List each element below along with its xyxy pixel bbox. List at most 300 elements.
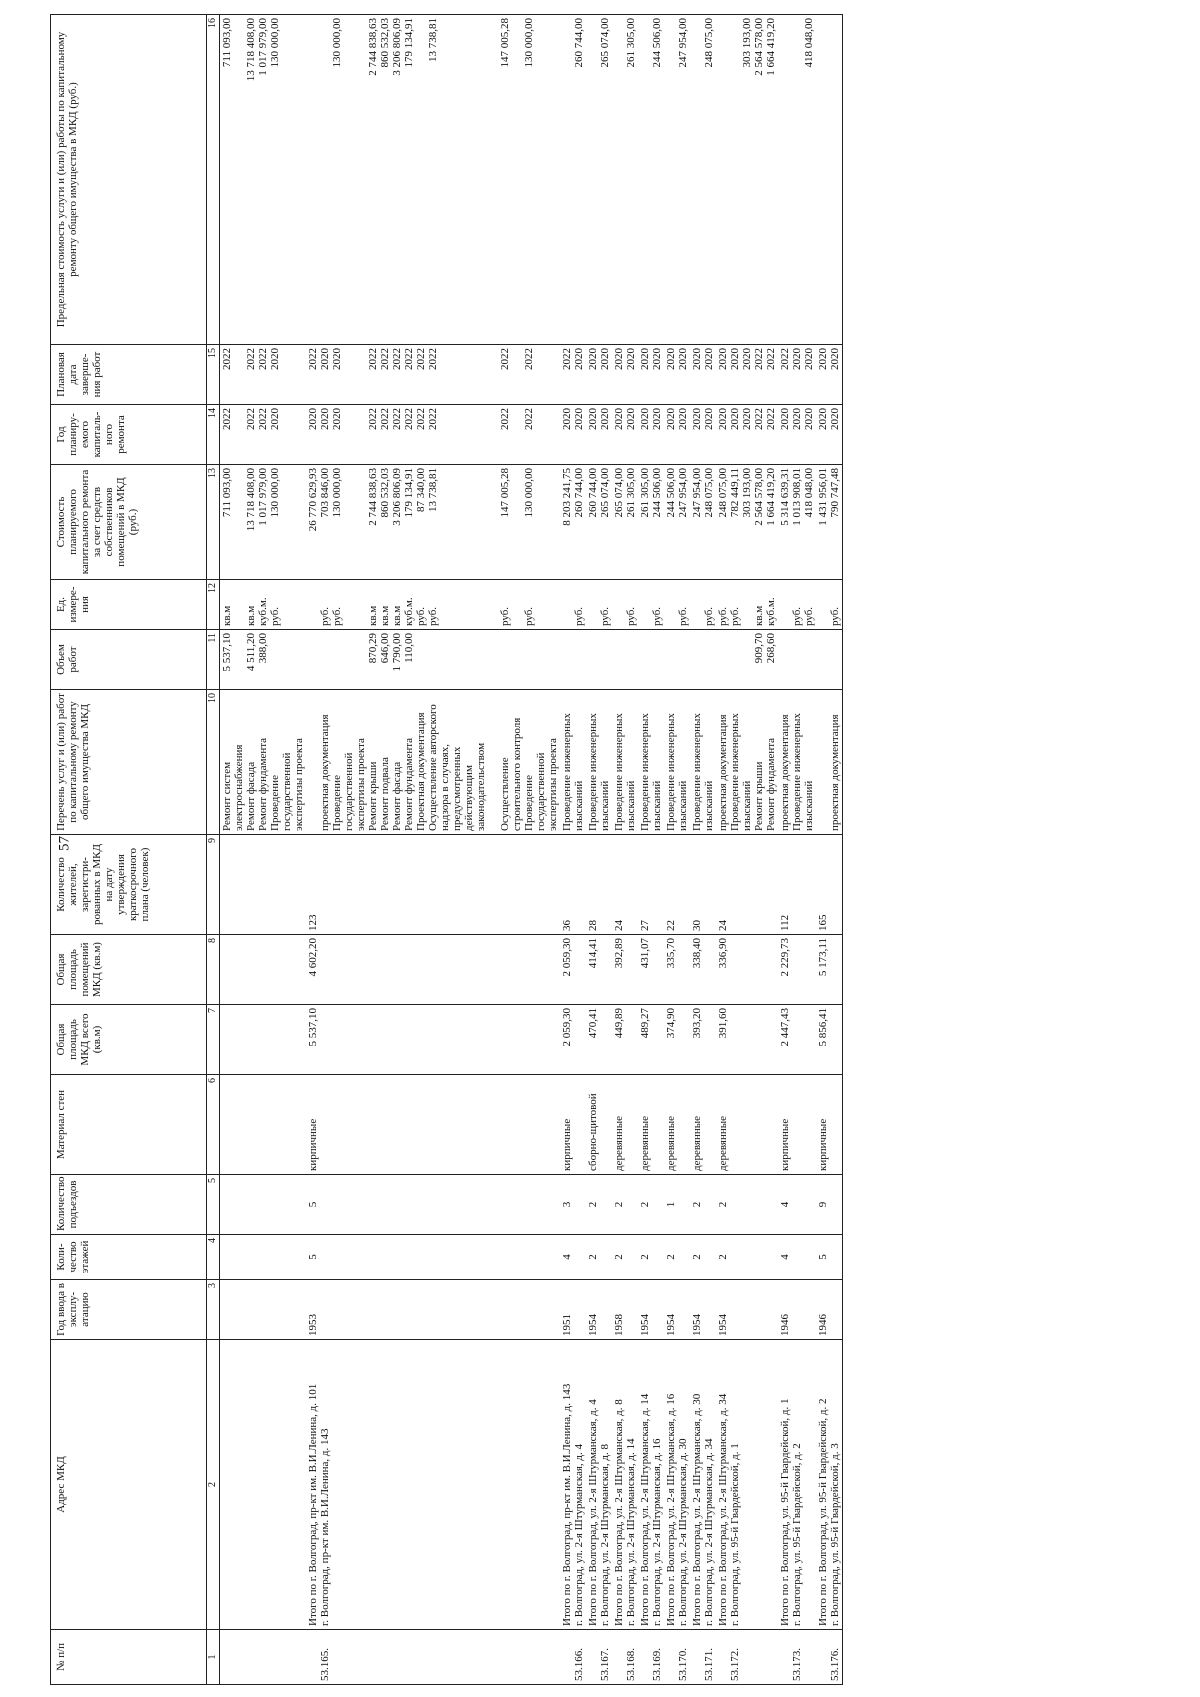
commission-year	[778, 1280, 816, 1340]
repair-cost-line: 130 000,00	[269, 468, 281, 518]
work-list	[816, 690, 843, 835]
repair-year-line: 2020	[307, 408, 319, 430]
unit-line	[613, 583, 625, 626]
wall-material	[306, 1075, 560, 1175]
residents-count-line: 165	[817, 914, 829, 931]
column-header: Материал стен	[51, 1075, 207, 1175]
limit-cost	[586, 15, 612, 345]
work-list-line: Проведение инженерных	[587, 713, 599, 831]
address-line	[257, 1343, 269, 1626]
completion-date-line: 2022	[779, 348, 791, 370]
work-list-line: строительного контроля	[511, 717, 523, 831]
address	[638, 1340, 664, 1630]
total-area-line	[221, 1008, 233, 1071]
work-list-line: изысканий	[803, 780, 815, 831]
limit-cost-line	[307, 18, 319, 341]
work-list-line: Ремонт фундамента	[403, 737, 415, 831]
table-row	[716, 15, 778, 1685]
commission-year-line: 1946	[817, 1314, 829, 1336]
repair-year-line: 2022	[257, 408, 269, 430]
repair-year-line: 2020	[331, 408, 343, 430]
row-number	[664, 1630, 690, 1685]
row-number-line: 53.169.	[651, 1648, 663, 1681]
row-number	[690, 1630, 716, 1685]
wall-material-line: деревянные	[691, 1115, 703, 1171]
residents-count	[612, 835, 638, 935]
column-number: 15	[207, 345, 220, 405]
completion-date-line: 2020	[319, 348, 331, 370]
column-header: Стоимость планируемого капитального ремонта за счет средств собственников помещений в МКД (руб.)	[51, 465, 207, 580]
work-list	[690, 690, 716, 835]
repair-year-line: 2022	[379, 408, 391, 430]
wall-material	[716, 1075, 778, 1175]
work-list-line: изысканий	[573, 780, 585, 831]
completion-date	[778, 345, 816, 405]
column-number: 8	[207, 935, 220, 1005]
work-volume-line: 268,60	[765, 633, 777, 664]
completion-date	[816, 345, 843, 405]
floors-count-line: 2	[691, 1254, 703, 1260]
repair-year-line: 2022	[367, 408, 379, 430]
repair-cost-line: 711 093,00	[221, 468, 233, 518]
entrances-count-line: 2	[587, 1201, 599, 1208]
completion-date-line: 2020	[729, 348, 741, 370]
total-area	[638, 1005, 664, 1075]
unit-line: руб.	[599, 606, 611, 626]
column-number: 14	[207, 405, 220, 465]
work-list-line: изысканий	[741, 780, 753, 831]
repair-year-line: 2022	[753, 408, 765, 430]
residents-count-line: 27	[639, 920, 651, 931]
repair-year-line: 2022	[523, 408, 535, 430]
work-list-line: надзора в случаях,	[439, 744, 451, 831]
repair-year-line: 2020	[741, 408, 753, 430]
floors-count	[638, 1235, 664, 1280]
table-row	[664, 15, 690, 1685]
work-list-line: предусмотренных	[451, 746, 463, 831]
premises-area-line: 431,07	[639, 938, 651, 969]
total-area	[586, 1005, 612, 1075]
unit-line: кв.м	[391, 605, 403, 626]
completion-date-line: 2022	[391, 348, 403, 370]
limit-cost	[664, 15, 690, 345]
unit-line	[741, 583, 753, 626]
column-number: 9	[207, 835, 220, 935]
residents-count	[716, 835, 778, 935]
residents-count	[306, 835, 560, 935]
work-list	[638, 690, 664, 835]
limit-cost-line	[319, 18, 331, 341]
limit-cost	[612, 15, 638, 345]
residents-count-line: 24	[613, 920, 625, 931]
total-area	[816, 1005, 843, 1075]
premises-area	[220, 935, 307, 1005]
floors-count	[664, 1235, 690, 1280]
repair-cost-line: 860 532,03	[379, 468, 391, 518]
limit-cost	[560, 15, 586, 345]
address-line: г. Волгоград, пр-кт им. В.И.Ленина, д. 143	[319, 1428, 331, 1626]
work-volume-line	[307, 633, 319, 686]
floors-count	[778, 1235, 816, 1280]
row-number	[220, 1630, 307, 1685]
completion-date-line: 2022	[367, 348, 379, 370]
floors-count	[586, 1235, 612, 1280]
header-row	[51, 15, 207, 1685]
completion-date-line: 2020	[791, 348, 803, 370]
floors-count-line: 2	[717, 1254, 729, 1260]
unit-line: руб.	[319, 606, 331, 626]
column-header: Коли-чество этажей	[51, 1235, 207, 1280]
limit-cost-line	[665, 18, 677, 341]
repair-cost-line: 244 506,00	[665, 468, 677, 518]
work-list-line: Ремонт крыши	[367, 761, 379, 831]
commission-year	[690, 1280, 716, 1340]
premises-area-line: 2 059,30	[561, 938, 573, 977]
premises-area-line: 2 229,73	[779, 938, 791, 977]
wall-material-line: сборно-щитовой	[587, 1093, 599, 1171]
completion-date-line	[343, 348, 355, 401]
limit-cost-line: 2 744 838,63	[367, 18, 379, 76]
total-area	[560, 1005, 586, 1075]
repair-year	[664, 405, 690, 465]
repair-cost-line: 248 075,00	[717, 468, 729, 518]
repair-cost-line: 303 193,00	[741, 468, 753, 518]
repair-year-line	[233, 408, 245, 461]
unit	[778, 580, 816, 630]
residents-count-line: 36	[561, 920, 573, 931]
row-number	[716, 1630, 778, 1685]
repair-year-line	[547, 408, 559, 461]
limit-cost	[306, 15, 560, 345]
address-line: Итого по г. Волгоград, ул. 2-я Штурманская, д. 14	[639, 1393, 651, 1626]
row-number	[612, 1630, 638, 1685]
work-list-line: изысканий	[651, 780, 663, 831]
repair-cost-line: 2 564 578,00	[753, 468, 765, 526]
limit-cost-line	[779, 18, 791, 341]
entrances-count-line: 1	[665, 1201, 677, 1208]
total-area-line: 2 059,30	[561, 1008, 573, 1047]
work-volume-line: 110,00	[403, 633, 415, 663]
address-line: Итого по г. Волгоград, пр-кт им. В.И.Ленина, д. 143	[561, 1383, 573, 1626]
premises-area	[586, 935, 612, 1005]
repair-year	[586, 405, 612, 465]
limit-cost-line	[717, 18, 729, 341]
completion-date-line: 2022	[561, 348, 573, 370]
repair-year-line: 2022	[403, 408, 415, 430]
work-volume-line	[269, 633, 281, 686]
work-volume-line: 4 511,20	[245, 633, 257, 672]
column-number: 3	[207, 1280, 220, 1340]
address-line: Итого по г. Волгоград, ул. 2-я Штурманская, д. 8	[613, 1399, 625, 1626]
completion-date-line: 2022	[753, 348, 765, 370]
wall-material	[612, 1075, 638, 1175]
entrances-count-line	[221, 1178, 233, 1231]
repair-year-line: 2020	[587, 408, 599, 430]
commission-year-line: 1954	[665, 1314, 677, 1336]
row-number-line: 53.171.	[703, 1648, 715, 1681]
work-list-line: Проведение инженерных	[665, 713, 677, 831]
total-area	[778, 1005, 816, 1075]
completion-date-line	[355, 348, 367, 401]
address-line: г. Волгоград, ул. 2-я Штурманская, д. 34	[703, 1438, 715, 1626]
completion-date-line: 2022	[221, 348, 233, 370]
unit-line	[307, 583, 319, 626]
completion-date-line	[535, 348, 547, 401]
work-volume-line	[817, 633, 829, 686]
limit-cost-line	[729, 18, 741, 341]
address-line: Итого по г. Волгоград, ул. 2-я Штурманская, д. 34	[717, 1393, 729, 1626]
commission-year-line: 1951	[561, 1314, 573, 1336]
work-list-line: Проведение инженерных	[613, 713, 625, 831]
work-volume-line	[729, 633, 741, 686]
total-area-line: 393,20	[691, 1008, 703, 1039]
premises-area-line: 414,41	[587, 938, 599, 969]
repair-year-line	[439, 408, 451, 461]
work-list-line: проектная документация	[717, 714, 729, 831]
wall-material-line: деревянные	[613, 1115, 625, 1171]
work-volume	[306, 630, 560, 690]
repair-year	[306, 405, 560, 465]
premises-area-line: 335,70	[665, 938, 677, 969]
repair-cost-line	[475, 468, 487, 576]
residents-count-line: 30	[691, 920, 703, 931]
completion-date-line: 2020	[639, 348, 651, 370]
address-line: г. Волгоград, ул. 2-я Штурманская, д. 16	[651, 1438, 663, 1626]
repair-cost-line: 130 000,00	[523, 468, 535, 518]
unit	[638, 580, 664, 630]
column-header: Количество жителей, зарегистри-рованных в МКД на дату утверждения краткосрочного плана (человек)	[51, 835, 207, 935]
work-volume-line: 870,29	[367, 633, 379, 664]
unit-line: руб.	[573, 606, 585, 626]
wall-material	[778, 1075, 816, 1175]
wall-material-line: кирпичные	[307, 1118, 319, 1171]
work-volume-line	[427, 633, 439, 686]
page-number: 57	[56, 836, 73, 851]
work-volume-line	[691, 633, 703, 686]
limit-cost-line: 147 005,28	[499, 18, 511, 68]
limit-cost-line	[281, 18, 293, 341]
row-number	[778, 1630, 816, 1685]
repair-year-line: 2020	[665, 408, 677, 430]
work-list-line: Проведение	[331, 775, 343, 831]
residents-count-line: 112	[779, 914, 791, 931]
column-header: Перечень услуг и (или) работ по капитальному ремонту общего имущества МКД	[51, 690, 207, 835]
unit-line	[439, 583, 451, 626]
work-volume	[690, 630, 716, 690]
work-list-line: Ремонт фундамента	[257, 737, 269, 831]
row-number	[560, 1630, 586, 1685]
completion-date-line: 2022	[499, 348, 511, 370]
repair-cost-line: 5 314 639,31	[779, 468, 791, 526]
completion-date-line: 2022	[257, 348, 269, 370]
limit-cost-line	[487, 18, 499, 341]
floors-count-line: 2	[587, 1254, 599, 1260]
column-number: 11	[207, 630, 220, 690]
completion-date-line: 2020	[269, 348, 281, 370]
work-list-line: Проведение инженерных	[729, 713, 741, 831]
work-volume-line	[281, 633, 293, 686]
repair-year-line: 2020	[817, 408, 829, 430]
residents-count-line	[221, 838, 233, 931]
column-header: Общая площадь помещений МКД (кв.м)	[51, 935, 207, 1005]
column-header: Количество подъездов	[51, 1175, 207, 1235]
work-volume-line	[511, 633, 523, 686]
premises-area-line: 336,90	[717, 938, 729, 969]
work-volume-line: 909,70	[753, 633, 765, 664]
entrances-count	[560, 1175, 586, 1235]
row-number-line: 53.168.	[625, 1648, 637, 1681]
repair-cost-line: 244 506,00	[651, 468, 663, 518]
repair-cost-line: 782 449,11	[729, 468, 741, 518]
repair-year-line: 2022	[245, 408, 257, 430]
completion-date	[716, 345, 778, 405]
repair-year-line	[487, 408, 499, 461]
limit-cost-line: 1 017 979,00	[257, 18, 269, 76]
completion-date-line	[439, 348, 451, 401]
unit	[220, 580, 307, 630]
repair-year-line: 2022	[765, 408, 777, 430]
unit-line: куб.м.	[403, 597, 415, 626]
unit-line: кв.м	[245, 605, 257, 626]
work-list-line: Осуществление	[499, 757, 511, 831]
limit-cost-line: 261 305,00	[625, 18, 637, 68]
premises-area-line	[221, 938, 233, 1001]
repair-cost-line	[535, 468, 547, 576]
repair-year-line: 2022	[221, 408, 233, 430]
limit-cost-line	[415, 18, 427, 341]
limit-cost-line	[451, 18, 463, 341]
entrances-count-line: 9	[817, 1201, 829, 1208]
work-volume	[816, 630, 843, 690]
work-volume-line	[355, 633, 367, 686]
unit-line: руб.	[729, 606, 741, 626]
commission-year	[306, 1280, 560, 1340]
commission-year-line: 1954	[639, 1314, 651, 1336]
table-row	[220, 15, 307, 1685]
table-row	[560, 15, 586, 1685]
work-list-line: Проведение инженерных	[561, 713, 573, 831]
residents-count	[560, 835, 586, 935]
address-line: г. Волгоград, ул. 2-я Штурманская, д. 30	[677, 1438, 689, 1626]
limit-cost-line	[613, 18, 625, 341]
work-volume-line	[573, 633, 585, 686]
work-volume-line	[499, 633, 511, 686]
work-list	[586, 690, 612, 835]
repair-cost	[816, 465, 843, 580]
completion-date-line: 2022	[379, 348, 391, 370]
limit-cost-line: 13 718 408,00	[245, 18, 257, 82]
work-volume-line	[625, 633, 637, 686]
row-number-line	[233, 1633, 245, 1681]
floors-count	[690, 1235, 716, 1280]
repair-cost-line: 261 305,00	[625, 468, 637, 518]
wall-material	[586, 1075, 612, 1175]
row-number-line: 53.166.	[573, 1648, 585, 1681]
unit-line: руб.	[703, 606, 715, 626]
column-header: Год ввода в эксплу-атацию	[51, 1280, 207, 1340]
repair-cost-line: 130 000,00	[331, 468, 343, 518]
premises-area	[690, 935, 716, 1005]
completion-date-line: 2020	[677, 348, 689, 370]
completion-date-line	[511, 348, 523, 401]
repair-cost-line: 790 747,48	[829, 468, 841, 518]
address-line: Итого по г. Волгоград, ул. 2-я Штурманская, д. 4	[587, 1399, 599, 1626]
completion-date-line: 2020	[741, 348, 753, 370]
completion-date	[560, 345, 586, 405]
completion-date-line: 2022	[765, 348, 777, 370]
row-number-line	[613, 1633, 625, 1681]
repair-year-line: 2022	[499, 408, 511, 430]
unit-line: руб.	[829, 606, 841, 626]
completion-date-line: 2020	[651, 348, 663, 370]
work-list	[220, 690, 307, 835]
unit-line	[535, 583, 547, 626]
limit-cost-line: 711 093,00	[221, 18, 233, 68]
table-row	[586, 15, 612, 1685]
completion-date-line	[293, 348, 305, 401]
total-area-line: 449,89	[613, 1008, 625, 1039]
repair-year-line: 2022	[415, 408, 427, 430]
repair-cost-line: 247 954,00	[677, 468, 689, 518]
repair-year-line	[535, 408, 547, 461]
repair-year-line: 2020	[573, 408, 585, 430]
address	[560, 1340, 586, 1630]
work-list-line: Ремонт фасада	[245, 761, 257, 831]
commission-year-line: 1953	[307, 1314, 319, 1336]
row-number-line	[561, 1633, 573, 1681]
address	[306, 1340, 560, 1630]
repair-cost	[612, 465, 638, 580]
repair-year-line: 2022	[391, 408, 403, 430]
residents-count	[816, 835, 843, 935]
repair-year-line: 2020	[779, 408, 791, 430]
unit-line: руб.	[677, 606, 689, 626]
repair-year-line: 2020	[717, 408, 729, 430]
table-row	[816, 15, 843, 1685]
work-list-line: изысканий	[599, 780, 611, 831]
unit-line	[639, 583, 651, 626]
unit-line	[233, 583, 245, 626]
repair-year	[638, 405, 664, 465]
repair-cost-line: 179 134,91	[403, 468, 415, 518]
row-number-line: 53.167.	[599, 1648, 611, 1681]
limit-cost-line	[475, 18, 487, 341]
limit-cost-line: 303 193,00	[741, 18, 753, 68]
total-area	[716, 1005, 778, 1075]
repair-year-line: 2020	[803, 408, 815, 430]
premises-area-line: 392,89	[613, 938, 625, 969]
address-line: Итого по г. Волгоград, ул. 95-й Гвардейской, д. 1	[779, 1398, 791, 1626]
commission-year-line	[221, 1283, 233, 1336]
work-volume-line	[651, 633, 663, 686]
row-number-line: 53.173.	[791, 1648, 803, 1681]
wall-material	[690, 1075, 716, 1175]
wall-material	[560, 1075, 586, 1175]
address-line: Итого по г. Волгоград, ул. 2-я Штурманская, д. 16	[665, 1393, 677, 1626]
column-header: № п/п	[51, 1630, 207, 1685]
table-row	[778, 15, 816, 1685]
address	[664, 1340, 690, 1630]
repair-cost-line	[451, 468, 463, 576]
row-number	[586, 1630, 612, 1685]
unit-line: руб.	[651, 606, 663, 626]
repair-cost-line: 265 074,00	[613, 468, 625, 518]
work-volume-line	[319, 633, 331, 686]
work-volume-line	[487, 633, 499, 686]
repair-cost-line: 26 770 629,93	[307, 468, 319, 532]
address-line: г. Волгоград, ул. 95-й Гвардейской, д. 1	[729, 1443, 741, 1626]
entrances-count-line: 4	[779, 1201, 791, 1208]
